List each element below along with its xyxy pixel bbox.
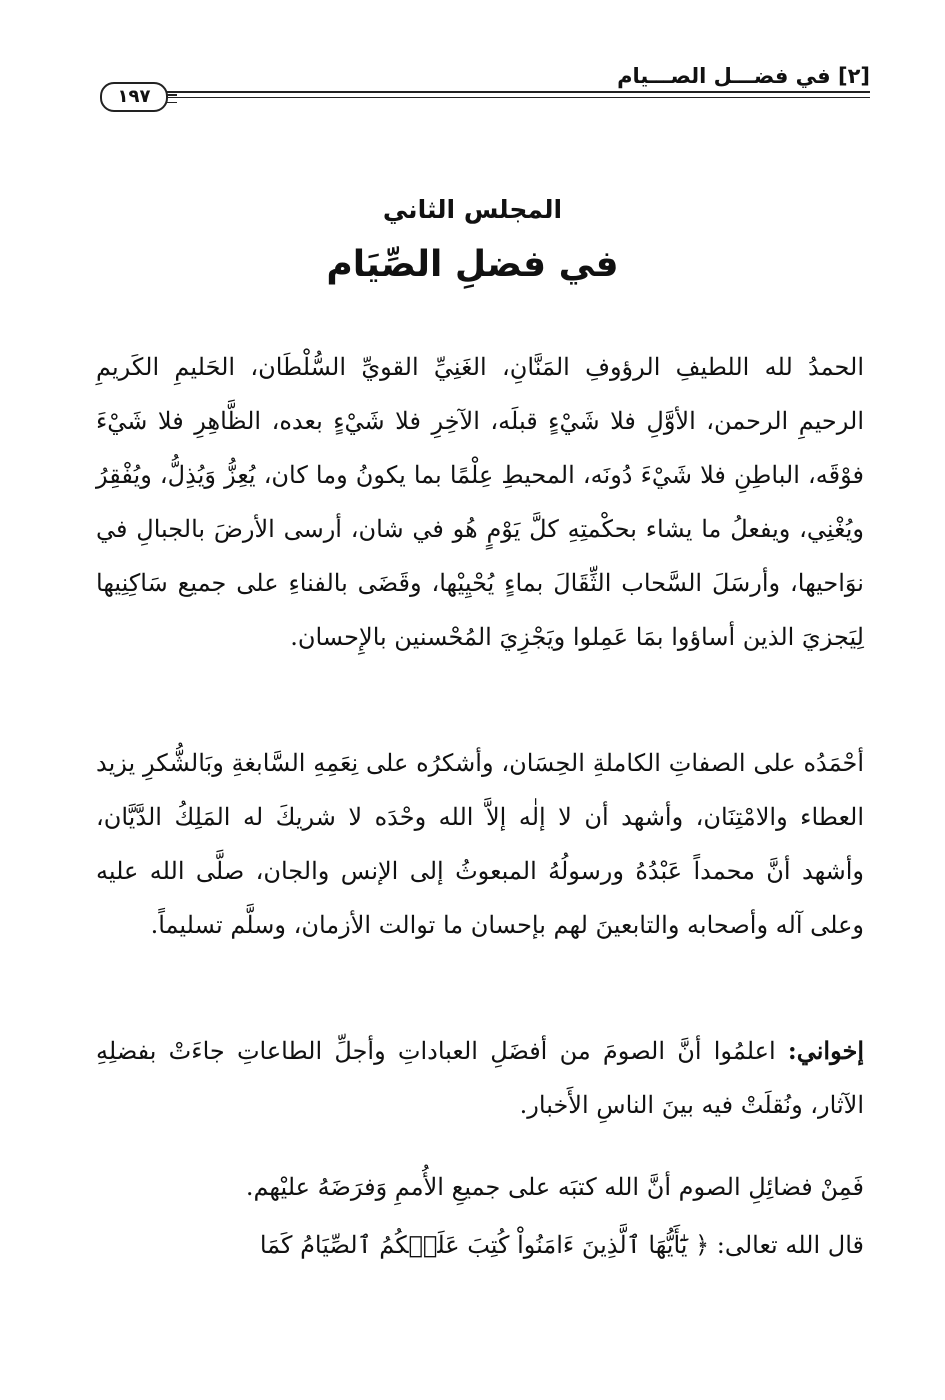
section-label: المجلس الثاني	[382, 195, 563, 224]
paragraph-3	[96, 1024, 864, 1132]
page-number: ١٩٧	[100, 82, 168, 112]
paragraph-4: فَمِنْ فضائِلِ الصوم أنَّ الله كتبَه على جميعِ الأُممِ وَفرَضَهُ عليْهم.	[245, 1173, 864, 1201]
chapter-title: في فضلِ الصِّيَام	[326, 244, 619, 285]
running-header-title: [٢] في فضـــل الصـــيام	[605, 62, 870, 90]
header-rule	[162, 91, 870, 93]
running-header	[100, 62, 870, 106]
paragraph-1: الحمدُ لله اللطيفِ الرؤوفِ المَنَّانِ، الغَنِيِّ القويِّ السُّلْطَان، الحَليمِ الكَريمِ الرحيمِ الرحمن، الأوَّلِ فلا شَيْءٍ قبلَه، الآخِرِ فلا شَيْءٍ بعده، الظَّاهِرِ فلا شَيْءَ فوْقَه، الباطِنِ فلا شَيْءَ دُونَه، المحيطِ عِلْمًا بما يكونُ وما كان، يُعِزُّ وَيُذِلُّ، ويُفْقِرُ ويُغْنِي، ويفعلُ ما يشاء بحكْمتِهِ كلَّ يَوْمٍ هُو في شان، أرسى الأرضَ بالجبالِ في نوَاحيها، وأرسَلَ السَّحاب الثِّقَالَ بماءٍ يُحْيِيْها، وقَضَى بالفناءِ على جميع سَاكِنِيها لِيَجزيَ الذين أساؤوا بمَا عَمِلوا ويَجْزِيَ المُحْسنين بالإِحسان.	[96, 353, 865, 651]
paragraph-3-lead: إخواني:	[787, 1036, 864, 1065]
paragraph-2: أحْمَدُه على الصفاتِ الكاملةِ الحِسَان، وأشكرُه على نِعَمِهِ السَّابغةِ وبَالشُّكرِ يزيد العطاء والامْتِنَان، وأشهد أن لا إلٰه إلاَّ الله وحْدَه لا شريكَ له المَلِكُ الدَّيَّان، وأشهد أنَّ محمداً عَبْدُهُ ورسولُهُ المبعوثُ إلى الإنس والجان، صلَّى الله عليه وعلى آله وأصحابه والتابعينَ لهم بإحسان ما توالت الأزمان، وسلَّم تسليماً.	[96, 749, 864, 939]
paragraph-3-text: اعلمُوا أنَّ الصومَ من أفضَلِ العباداتِ وأجلِّ الطاعاتِ جاءَتْ بفضلِهِ الآثار، ونُقلَتْ فيه بينَ الناسِ الأَخبار.	[96, 1037, 864, 1119]
paragraph-5: قال الله تعالى: ﴿ يَٰٓأَيُّهَا ٱلَّذِينَ ءَامَنُواْ كُتِبَ عَلَيۡكُمُ ٱلصِّيَامُ كَمَا	[259, 1231, 864, 1259]
header-rule-thin	[162, 97, 870, 98]
